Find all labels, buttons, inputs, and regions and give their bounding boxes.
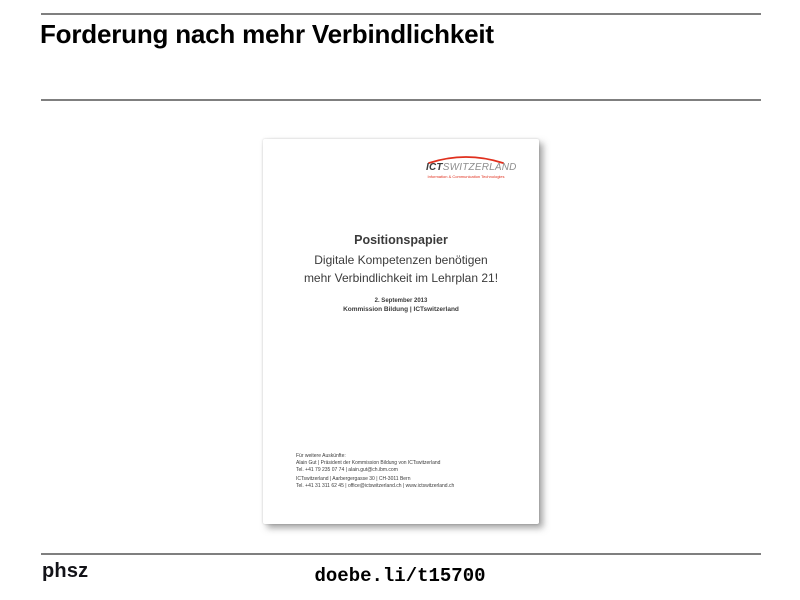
- paper-date: 2. September 2013: [374, 298, 428, 304]
- document-thumbnail: [263, 139, 539, 524]
- footer-link[interactable]: doebe.li/t15700: [314, 565, 486, 587]
- title-divider: [41, 99, 761, 101]
- phsz-logo: phsz: [42, 560, 89, 582]
- top-divider: [41, 13, 761, 15]
- ictswitzerland-logo: [426, 154, 517, 179]
- paper-byline: Kommission Bildung | ICTswitzerland: [343, 306, 459, 313]
- paper-title-block: [263, 231, 539, 314]
- contact-line: Tel. +41 31 311 62 45 | office@ictswitzerland.ch | www.ictswitzerland.ch: [296, 483, 455, 490]
- slide-title: Forderung nach mehr Verbindlichkeit: [40, 19, 494, 49]
- logo-switzerland-text: SWITZERLAND: [442, 162, 517, 173]
- paper-subtitle-line1: Digitale Kompetenzen benötigen: [314, 253, 488, 267]
- contact-line: Für weitere Auskünfte:: [296, 453, 346, 459]
- contact-line: Tel. +41 79 235 07 74 | alain.gut@ch.ibm.com: [296, 466, 398, 473]
- logo-ict-text: ICT: [426, 162, 443, 173]
- paper-title: Positionspapier: [354, 233, 448, 247]
- logo-tagline: Information & Communication Technologies: [427, 174, 505, 179]
- logo-wordmark: [426, 162, 517, 173]
- footer-divider: [41, 553, 761, 555]
- paper-contact-block: [296, 453, 454, 490]
- contact-line: ICTswitzerland | Aarbergergasse 30 | CH-3011 Bern: [296, 476, 411, 483]
- paper-subtitle-line2: mehr Verbindlichkeit im Lehrplan 21!: [303, 271, 499, 285]
- contact-line: Alain Gut | Präsident der Kommission Bildung von ICTswitzerland: [296, 459, 441, 466]
